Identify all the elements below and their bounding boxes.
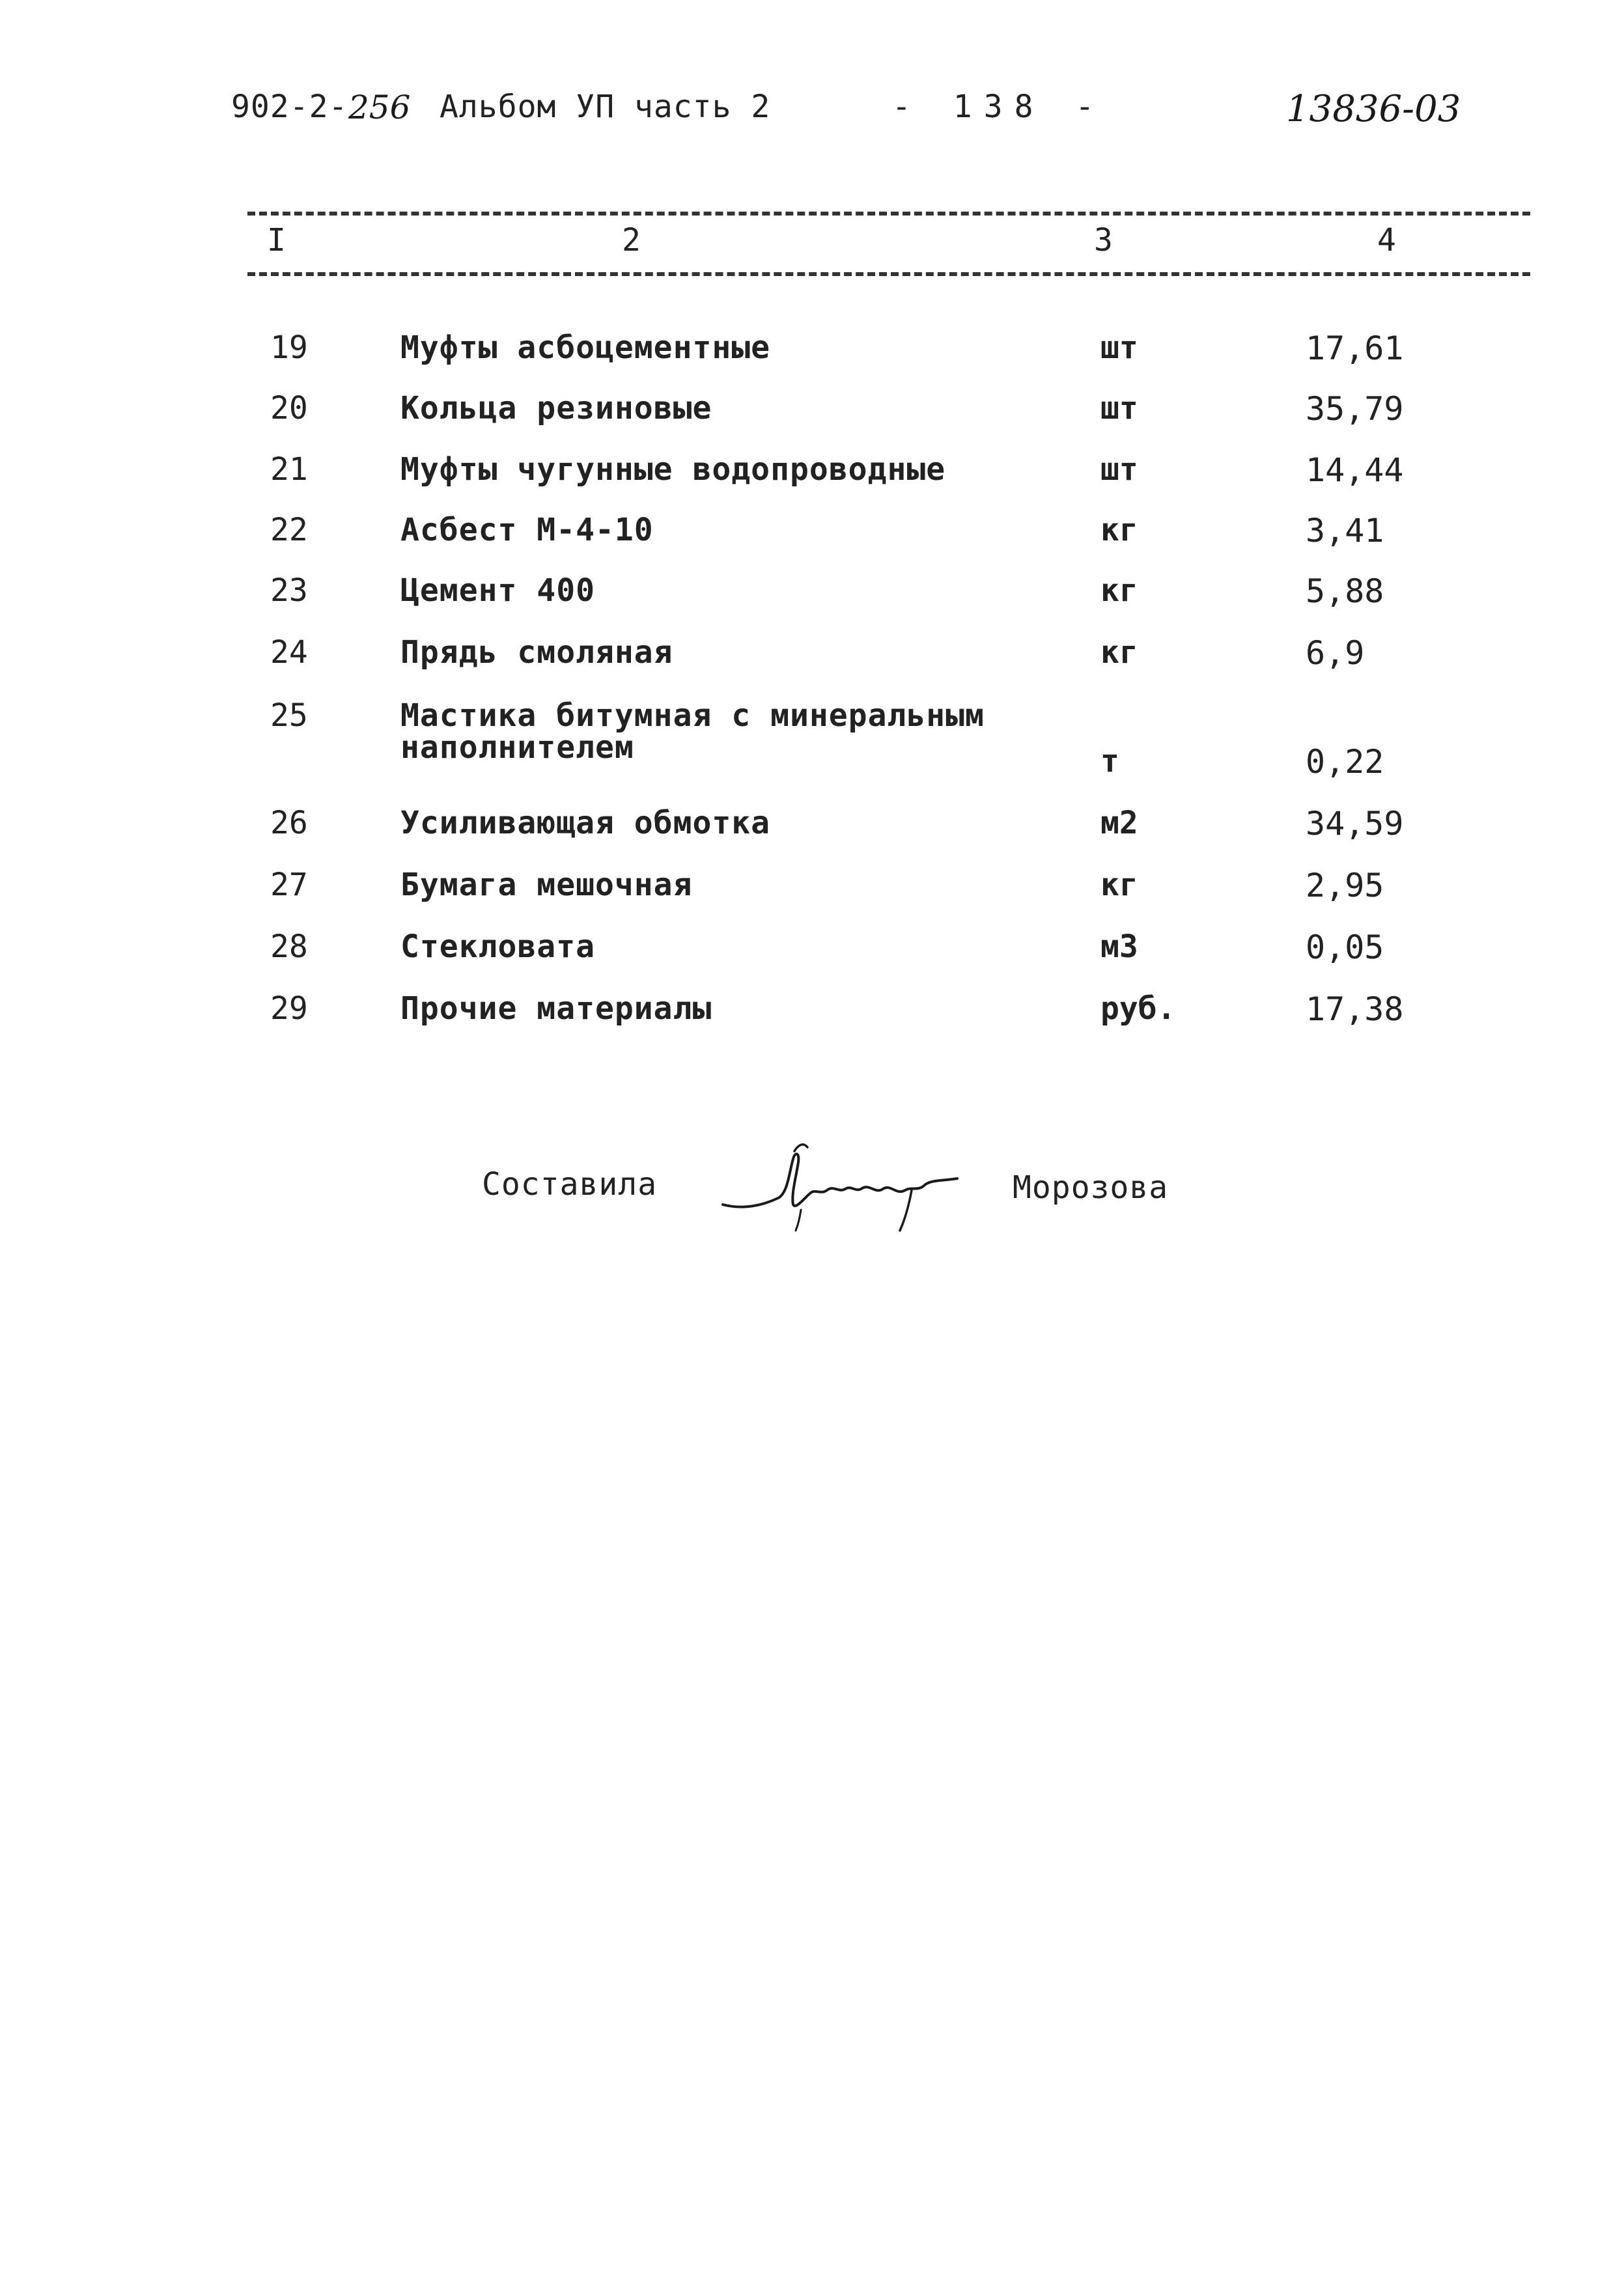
quantity: 14,44 [1306,451,1404,489]
column-heading-4: 4 [1377,222,1396,258]
quantity: 5,88 [1306,572,1384,610]
doc-code-handwritten: 256 [348,89,411,126]
material-name: Усиливающая обмотка [400,805,771,841]
row-number: 21 [270,451,308,488]
unit: кг [1100,572,1138,609]
inventory-number: 13836-03 [1286,88,1461,130]
compiler-name: Морозова [1013,1169,1169,1206]
album-title: Альбом УП часть 2 [440,89,771,125]
unit: м2 [1100,805,1138,841]
unit: м3 [1100,928,1138,965]
row-number: 28 [270,928,308,965]
material-name: Бумага мешочная [400,867,693,903]
doc-code-printed: 902-2- [231,89,348,125]
column-heading-3: 3 [1094,222,1113,258]
material-name: Асбест М-4-10 [400,512,654,548]
row-number: 29 [270,990,308,1027]
unit: кг [1100,634,1138,671]
unit: руб. [1100,990,1176,1027]
row-number: 27 [270,867,308,903]
column-heading-2: 2 [622,222,641,258]
unit: кг [1100,512,1138,548]
column-heading-1: I [267,222,286,258]
quantity: 3,41 [1306,512,1384,550]
table-top-rule [247,212,1530,216]
material-name: Кольца резиновые [400,390,712,426]
signature-text: Морозова [716,1133,720,1134]
quantity: 0,22 [1306,743,1384,781]
row-number: 22 [270,512,308,548]
material-name: Прядь смоляная [400,634,673,671]
quantity: 35,79 [1306,390,1404,428]
unit: шт [1100,390,1138,426]
table-header-rule [247,272,1530,276]
quantity: 17,61 [1306,329,1404,367]
page-number: - 138 - [892,89,1106,125]
material-name: Цемент 400 [400,572,595,609]
material-name: Мастика битумная с минеральным наполнителем [400,697,985,766]
compiled-by-label: Составила [482,1166,658,1203]
unit: шт [1100,451,1138,488]
row-number: 26 [270,805,308,841]
quantity: 6,9 [1306,634,1365,672]
quantity: 2,95 [1306,867,1384,904]
unit: кг [1100,867,1138,903]
row-number: 24 [270,634,308,671]
row-number: 20 [270,390,308,426]
quantity: 0,05 [1306,928,1384,966]
row-number: 19 [270,329,308,366]
unit: т [1100,743,1119,779]
quantity: 17,38 [1306,990,1404,1028]
quantity: 34,59 [1306,805,1404,843]
material-name: Прочие материалы [400,990,712,1027]
material-name: Муфты асбоцементные [400,329,771,366]
unit: шт [1100,329,1138,366]
row-number: 25 [270,697,308,734]
material-name: Стекловата [400,928,595,965]
material-name: Муфты чугунные водопроводные [400,451,946,488]
row-number: 23 [270,572,308,609]
handwritten-signature [716,1133,964,1237]
